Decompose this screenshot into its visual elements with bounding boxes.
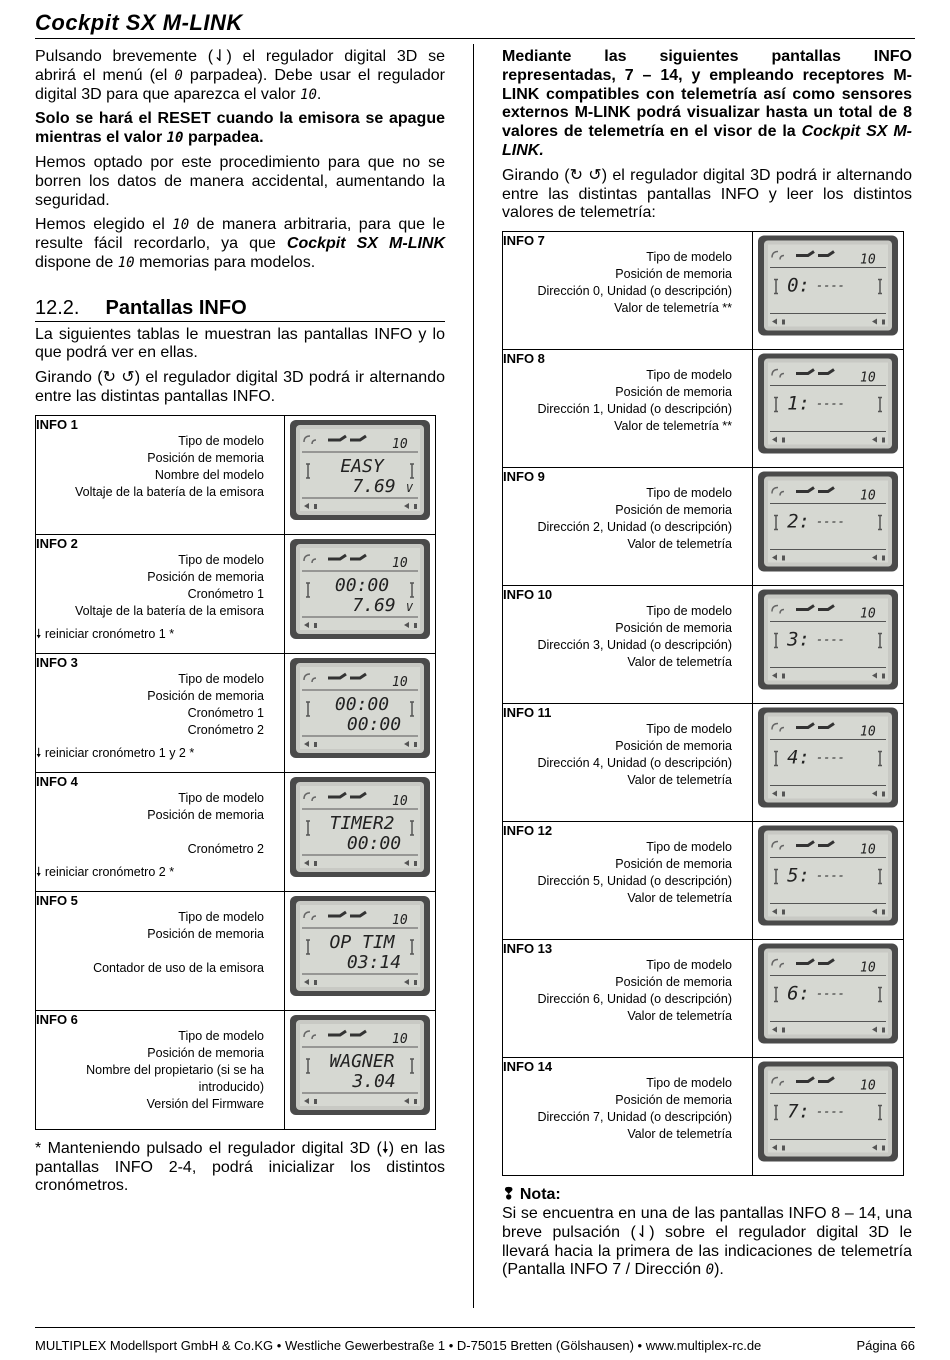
lcd-line2: 7.69 (352, 475, 396, 497)
footer-company: MULTIPLEX Modellsport GmbH & Co.KG • Westliche Gewerbestraße 1 • D-75015 Bretten (Gölshausen) • www.multiplex-rc.de (35, 1338, 762, 1353)
info-title: INFO 10 (503, 587, 553, 603)
info-title: INFO 9 (503, 469, 545, 485)
lcd-screen (758, 468, 898, 575)
info-line: Dirección 5, Unidad (o descripción) (537, 874, 732, 889)
info-title: INFO 12 (503, 823, 553, 839)
paragraph-memories: Hemos elegido el 10 de manera arbitraria, para que le resulte fácil recordarlo, ya que Cockpit SX M-LINK dispone de 10 memorias para modelos. (35, 216, 446, 271)
info-line: Posición de memoria (147, 926, 264, 941)
info-line: Valor de telemetría (627, 537, 732, 552)
right-column (502, 48, 912, 1286)
info-line: Posición de memoria (615, 739, 732, 754)
info-description (503, 940, 753, 1058)
info-line: Cronómetro 1 (187, 586, 264, 601)
info-line: Posición de memoria (147, 1045, 264, 1060)
lcd-line2: ---- (816, 986, 845, 1001)
info-row (36, 891, 436, 1010)
lcd-line2: 03:14 (346, 951, 402, 973)
info-line (36, 824, 284, 841)
info-line: Tipo de modelo (646, 250, 732, 265)
info-line: Posición de memoria (147, 807, 264, 822)
lcd-line1: 00:00 (334, 574, 390, 596)
lcd-line1: 1: (787, 392, 810, 415)
info-description (503, 1058, 753, 1176)
lcd-memory: 10 (392, 793, 408, 809)
info-title: INFO 4 (36, 773, 78, 789)
info-line: Posición de memoria (615, 385, 732, 400)
info-row (503, 940, 904, 1058)
lcd-memory: 10 (860, 1078, 876, 1094)
info-line: Tipo de modelo (178, 671, 264, 686)
paragraph-reset-intro: Pulsando brevemente (⇃) el regulador digital 3D se abrirá el menú (el 0 parpadea). Debe usar el regulador digital 3D para que aparezca el valor 10. (35, 48, 445, 103)
info-image (753, 586, 904, 704)
info-image (285, 1010, 436, 1129)
info-line: Posición de memoria (615, 975, 732, 990)
info-line: Dirección 0, Unidad (o descripción) (537, 284, 732, 299)
lcd-screen (758, 350, 898, 457)
lcd-line1: WAGNER (329, 1050, 395, 1072)
info-table-right (502, 231, 904, 1176)
info-line: Valor de telemetría (627, 891, 732, 906)
info-line: Valor de telemetría (627, 1127, 732, 1142)
info-table-left (35, 415, 436, 1130)
lcd-line1: OP TIM (329, 931, 395, 953)
lcd-screen (758, 1058, 898, 1165)
lcd-screen (290, 535, 430, 643)
info-title: INFO 1 (36, 416, 78, 432)
lcd-line2: 00:00 (346, 713, 402, 735)
lcd-memory: 10 (392, 674, 408, 690)
lcd-line2: ---- (816, 1104, 845, 1119)
info-image (753, 822, 904, 940)
paragraph-reset-warning: Solo se hará el RESET cuando la emisora se apague mientras el valor 10 parpadea. (35, 110, 445, 147)
info-row (36, 415, 436, 534)
info-description (36, 415, 285, 534)
lcd-screen (290, 654, 430, 762)
lcd-screen (758, 704, 898, 811)
info-line: Dirección 7, Unidad (o descripción) (537, 1110, 732, 1125)
lcd-line2: ---- (816, 514, 845, 529)
page-header (35, 10, 915, 39)
info-description (36, 772, 285, 891)
info-image (285, 891, 436, 1010)
note-text: Si se encuentra en una de las pantallas INFO 8 – 14, una breve pulsación (⇃) sobre el regulador digital 3D le llevará hacia la primera de las indicaciones de telemetría (Pantalla INFO 7 / Dirección 0). (502, 1204, 912, 1279)
info-line: Cronómetro 1 (187, 705, 264, 720)
paragraph-rotate: Girando (↻ ↺) el regulador digital 3D podrá ir alternando entre las distintas pantallas INFO. (35, 369, 445, 405)
lcd-line2: 3.04 (352, 1070, 396, 1092)
info-title: INFO 11 (503, 705, 552, 721)
info-line: Tipo de modelo (646, 1076, 732, 1091)
lcd-unit: V (406, 600, 413, 614)
lcd-screen (758, 940, 898, 1047)
info-reset-action: 🠗 reiniciar cronómetro 1 * (36, 626, 175, 641)
paragraph-telemetry-intro: Mediante las siguientes pantallas INFO representadas, 7 – 14, y empleando receptores M-LINK compatibles con telemetría así como sensores externos M-LINK podrá visualizar hasta un total de 8 valores de telemetría en el visor de la Cockpit SX M-LINK. (502, 48, 912, 159)
info-image (285, 534, 436, 653)
info-description (503, 232, 753, 350)
info-line: Nombre del propietario (si se ha introducido) (86, 1062, 264, 1094)
lcd-screen (758, 232, 898, 339)
info-description (503, 704, 753, 822)
section-heading: 12.2. Pantallas INFO (35, 299, 445, 322)
info-line: Contador de uso de la emisora (93, 960, 264, 975)
page-number: Página 66 (856, 1338, 915, 1353)
lcd-memory: 10 (860, 724, 876, 740)
lcd-screen (290, 416, 430, 524)
lcd-unit: V (406, 481, 413, 495)
info-line: Tipo de modelo (178, 790, 264, 805)
info-description (36, 653, 285, 772)
info-description (36, 534, 285, 653)
info-line: Tipo de modelo (646, 958, 732, 973)
page-footer (35, 1327, 915, 1353)
lcd-line1: TIMER2 (329, 812, 395, 834)
info-icon: ❢ (502, 1186, 516, 1204)
paragraph-rotate-telemetry: Girando (↻ ↺) el regulador digital 3D podrá ir alternando entre las distintas pantallas INFO y leer los distintos valores de telemetría: (502, 166, 912, 222)
lcd-line1: 5: (787, 864, 810, 887)
info-image (753, 350, 904, 468)
lcd-screen (290, 892, 430, 1000)
info-row (503, 586, 904, 704)
info-description (503, 586, 753, 704)
lcd-line1: 00:00 (334, 693, 390, 715)
lcd-line2: 7.69 (352, 594, 396, 616)
info-image (285, 415, 436, 534)
info-line (36, 943, 284, 960)
paragraph-safety: Hemos optado por este procedimiento para que no se borren los datos de manera accidental, aumentando la seguridad. (35, 153, 445, 209)
lcd-memory: 10 (860, 252, 876, 268)
info-image (285, 772, 436, 891)
info-line: Versión del Firmware (146, 1096, 264, 1111)
info-line: Dirección 4, Unidad (o descripción) (537, 756, 732, 771)
info-line: Valor de telemetría ** (614, 419, 732, 434)
lcd-line1: 3: (787, 628, 810, 651)
lcd-line1: EASY (340, 455, 384, 477)
lcd-memory: 10 (860, 842, 876, 858)
info-title: INFO 8 (503, 351, 545, 367)
info-line: Valor de telemetría (627, 1009, 732, 1024)
info-line: Voltaje de la batería de la emisora (74, 603, 264, 618)
lcd-screen (758, 586, 898, 693)
info-reset-action: 🠗 reiniciar cronómetro 1 y 2 * (36, 745, 195, 760)
lcd-line2: ---- (816, 632, 845, 647)
header-title: Cockpit SX M-LINK (35, 10, 243, 35)
lcd-screen (290, 1011, 430, 1119)
info-row (503, 468, 904, 586)
info-row (36, 1010, 436, 1129)
info-line: Valor de telemetría (627, 655, 732, 670)
info-image (753, 468, 904, 586)
lcd-line1: 7: (787, 1100, 810, 1123)
info-line: Dirección 1, Unidad (o descripción) (537, 402, 732, 417)
info-line: Valor de telemetría (627, 773, 732, 788)
lcd-memory: 10 (860, 960, 876, 976)
lcd-memory: 10 (392, 555, 408, 571)
info-row (503, 350, 904, 468)
info-line: Posición de memoria (615, 503, 732, 518)
paragraph-tables-intro: La siguientes tablas le muestran las pantallas INFO y lo que podrá ver en ellas. (35, 325, 445, 362)
info-title: INFO 7 (503, 233, 545, 249)
lcd-line1: 0: (787, 274, 810, 297)
info-row (36, 653, 436, 772)
lcd-screen (758, 822, 898, 929)
info-row (503, 822, 904, 940)
info-line: Tipo de modelo (178, 433, 264, 448)
info-line: Posición de memoria (147, 569, 264, 584)
info-line: Dirección 6, Unidad (o descripción) (537, 992, 732, 1007)
info-line: Tipo de modelo (178, 552, 264, 567)
lcd-line2: ---- (816, 868, 845, 883)
info-line: Posición de memoria (147, 450, 264, 465)
info-description (503, 468, 753, 586)
info-line: Posición de memoria (615, 857, 732, 872)
info-line: Valor de telemetría ** (614, 301, 732, 316)
info-row (36, 772, 436, 891)
info-title: INFO 6 (36, 1011, 78, 1027)
info-row (503, 232, 904, 350)
lcd-memory: 10 (860, 606, 876, 622)
info-row (503, 1058, 904, 1176)
info-image (753, 1058, 904, 1176)
info-description (503, 822, 753, 940)
info-description (36, 891, 285, 1010)
info-line: Dirección 2, Unidad (o descripción) (537, 520, 732, 535)
lcd-memory: 10 (860, 370, 876, 386)
lcd-line1: 6: (787, 982, 810, 1005)
info-line: Tipo de modelo (646, 604, 732, 619)
info-line: Tipo de modelo (646, 486, 732, 501)
info-line: Nombre del modelo (154, 467, 264, 482)
info-line: Tipo de modelo (178, 1028, 264, 1043)
lcd-screen (290, 773, 430, 881)
info-line: Tipo de modelo (646, 722, 732, 737)
lcd-memory: 10 (392, 912, 408, 928)
lcd-line1: 4: (787, 746, 810, 769)
lcd-memory: 10 (392, 436, 408, 452)
info-title: INFO 2 (36, 535, 78, 551)
info-title: INFO 5 (36, 892, 78, 908)
info-row (503, 704, 904, 822)
info-description (503, 350, 753, 468)
paragraph-footnote: * Manteniendo pulsado el regulador digital 3D (🠗) en las pantallas INFO 2-4, podrá inicializar los distintos cronómetros. (35, 1139, 445, 1195)
info-line: Dirección 3, Unidad (o descripción) (537, 638, 732, 653)
info-line: Cronómetro 2 (187, 722, 264, 737)
info-line: Posición de memoria (147, 688, 264, 703)
lcd-memory: 10 (860, 488, 876, 504)
info-image (753, 704, 904, 822)
info-image (285, 653, 436, 772)
lcd-line2: ---- (816, 278, 845, 293)
left-column (35, 48, 445, 1202)
info-line: Posición de memoria (615, 621, 732, 636)
lcd-line1: 2: (787, 510, 810, 533)
column-divider (473, 44, 474, 1308)
info-description (36, 1010, 285, 1129)
info-reset-action: 🠗 reiniciar cronómetro 2 * (36, 864, 175, 879)
info-line: Tipo de modelo (646, 368, 732, 383)
info-title: INFO 13 (503, 941, 553, 957)
info-line: Voltaje de la batería de la emisora (74, 484, 264, 499)
info-image (753, 232, 904, 350)
info-title: INFO 3 (36, 654, 78, 670)
info-title: INFO 14 (503, 1059, 553, 1075)
info-line: Posición de memoria (615, 1093, 732, 1108)
info-line: Tipo de modelo (646, 840, 732, 855)
info-line: Cronómetro 2 (187, 841, 264, 856)
info-image (753, 940, 904, 1058)
info-line: Posición de memoria (615, 267, 732, 282)
lcd-line2: ---- (816, 750, 845, 765)
note-heading: ❢ Nota: (502, 1186, 561, 1204)
info-line: Tipo de modelo (178, 909, 264, 924)
lcd-line2: ---- (816, 396, 845, 411)
lcd-memory: 10 (392, 1031, 408, 1047)
lcd-line2: 00:00 (346, 832, 402, 854)
info-row (36, 534, 436, 653)
